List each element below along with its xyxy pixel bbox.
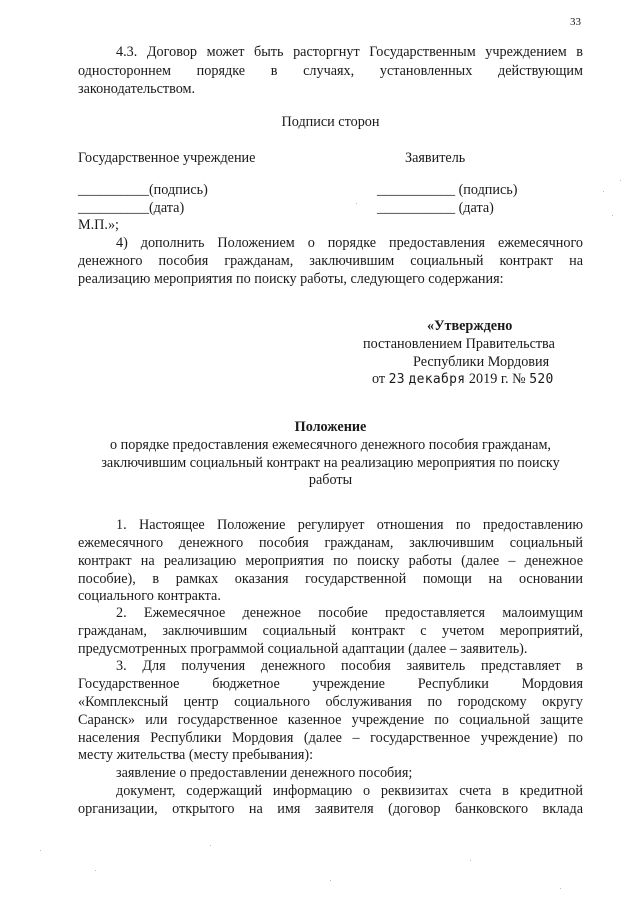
right-party-label: Заявитель <box>405 150 466 166</box>
text-line: гражданам, заключившим социальный контракт с учетом мероприятий, <box>78 623 583 639</box>
text-line: контракт на реализацию мероприятия по поиску работы (далее – денежное <box>78 553 583 569</box>
left-date-line: __________(дата) <box>78 200 185 216</box>
date-month: декабря <box>408 372 466 387</box>
text-line: предусмотренных программой социальной адаптации (далее – заявитель). <box>78 641 528 657</box>
date-day: 23 <box>388 372 405 387</box>
date-year: 2019 г. № <box>468 371 526 387</box>
text-line: месту жительства (месту пребывания): <box>78 747 314 763</box>
title-sub: о порядке предоставления ежемесячного денежного пособия гражданам, <box>110 437 551 453</box>
approval-line: Республики Мордовия <box>413 354 550 370</box>
decree-number: 520 <box>529 372 554 387</box>
approval-date-line <box>372 371 554 388</box>
right-signature-line: ___________ (подпись) <box>377 182 518 198</box>
text-line: населения Республики Мордовия (далее – государственное учреждение) по <box>78 730 583 746</box>
list-item-line: документ, содержащий информацию о реквизитах счета в кредитной <box>116 783 583 799</box>
signatures-heading: Подписи сторон <box>281 114 380 130</box>
approval-title: «Утверждено <box>427 318 513 334</box>
text-line: социального контракта. <box>78 588 221 604</box>
left-party-label: Государственное учреждение <box>78 150 256 166</box>
right-date-line: ___________ (дата) <box>377 200 494 216</box>
text-line: «Комплексный центр социального обслуживания по городскому округу <box>78 694 583 710</box>
stamp-place-label: М.П.»; <box>78 217 119 233</box>
list-item: заявление о предоставлении денежного пособия; <box>116 765 413 781</box>
approval-line: постановлением Правительства <box>363 336 555 352</box>
title-main: Положение <box>294 419 367 435</box>
text-line: ежемесячного денежного пособия гражданам, заключившим социальный <box>78 535 583 551</box>
text-line: пособие), в рамках оказания государственной помощи на основании <box>78 571 583 587</box>
text-line: реализацию мероприятия по поиску работы, следующего содержания: <box>78 271 504 287</box>
left-signature-line: __________(подпись) <box>78 182 208 198</box>
page-number: 33 <box>570 16 581 28</box>
text-line: 4.3. Договор может быть расторгнут Государственным учреждением в <box>116 44 583 60</box>
text-line: 1. Настоящее Положение регулирует отношения по предоставлению <box>116 517 583 533</box>
title-sub: работы <box>308 472 353 488</box>
list-item-line: организации, открытого на имя заявителя (договор банковского вклада <box>78 801 583 817</box>
date-prefix: от <box>372 371 386 387</box>
title-sub: заключившим социальный контракт на реализацию мероприятия по поиску <box>101 455 560 471</box>
text-line: 3. Для получения денежного пособия заявитель представляет в <box>116 658 583 674</box>
text-line: Саранск» или государственное казенное учреждение по социальной защите <box>78 712 583 728</box>
text-line: 4) дополнить Положением о порядке предоставления ежемесячного <box>116 235 583 251</box>
text-line: 2. Ежемесячное денежное пособие предоставляется малоимущим <box>116 605 583 621</box>
text-line: законодательством. <box>78 81 196 97</box>
text-line: денежного пособия гражданам, заключившим социальный контракт на <box>78 253 583 269</box>
text-line: одностороннем порядке в случаях, установленных действующим <box>78 63 583 79</box>
text-line: Государственное бюджетное учреждение Республики Мордовия <box>78 676 583 692</box>
